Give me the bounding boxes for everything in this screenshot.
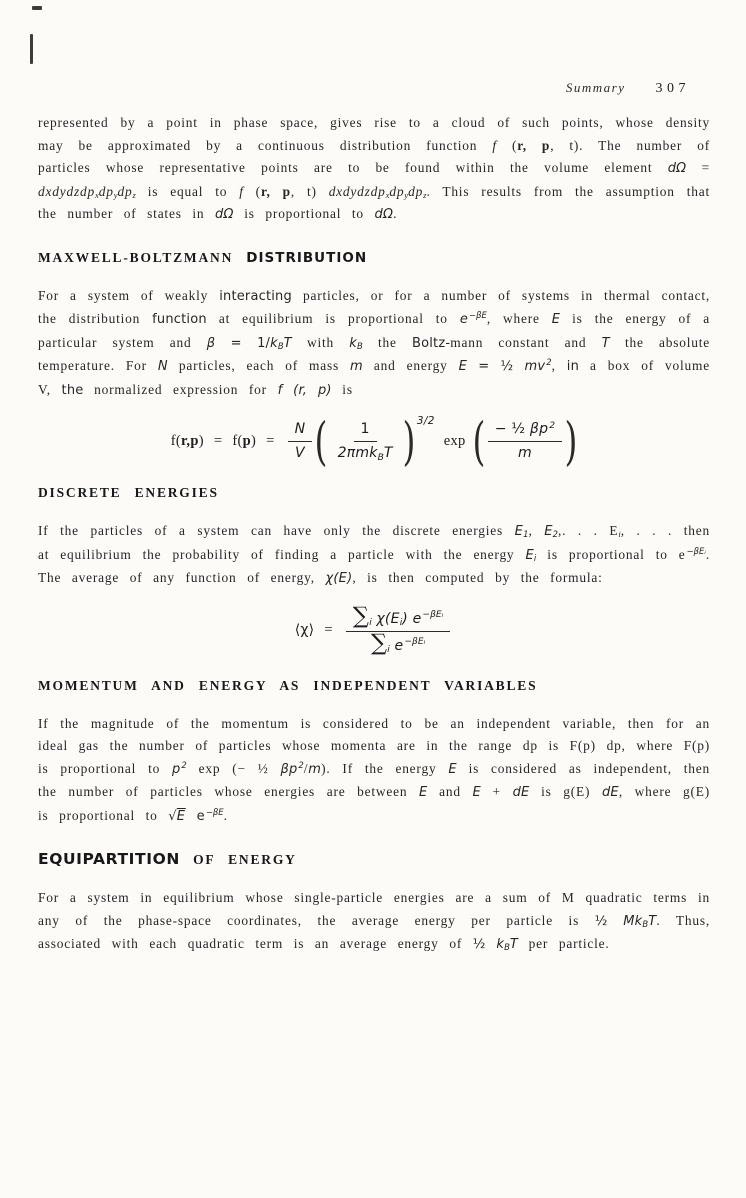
page-number: 307 [655, 81, 690, 96]
paren-power-group: ) 3/2 [402, 410, 435, 472]
equation-f-p: f(p) [232, 432, 257, 449]
fraction-numerator: N [288, 420, 313, 442]
fraction-denominator: 2πmk$_B$T [337, 445, 393, 463]
page-header [566, 80, 690, 97]
section-heading-maxwell-boltzmann-distribution: MAXWELL-BOLTZMANN DISTRIBUTION [38, 249, 368, 266]
exp-operator: exp [443, 432, 466, 449]
intro-paragraph: represented by a point in phase space, gives rise to a cloud of such points, whose density may be approximated by a continuous distribution function f (r, p, t). The number of particles whose representative points are to be found within the volume element $d\Omega = dxdydzdp_xdp_ydp_z$ is equal to f (r, p, t) $dxdydzdp_xdp_ydp_z$. This results from the assumption that the number of states in dΩ is proportional to dΩ. [38, 115, 711, 222]
fraction-numerator: $\sum_i$ $\chi(E_i)$ $e^{-\beta Eᵢ}$ [346, 607, 450, 632]
fraction-sum-ratio [346, 602, 450, 656]
average-chi-equation [38, 602, 710, 656]
scan-artifact [32, 6, 42, 10]
equals-sign: = [213, 432, 223, 449]
equation-lhs-f-rp: f(r,p) [170, 432, 204, 449]
fraction-numerator: − ½ $\beta p^2$ [488, 420, 562, 442]
equipartition-paragraph: For a system in equilibrium whose single-particle energies are a sum of M quadratic terms in any of the phase-space coordinates, the average energy per particle is ½ $Mk_BT$. Thus, associated with each quadratic term is an average energy of ½ $k_BT$ per particle. [38, 890, 710, 953]
maxwell-boltzmann-paragraph: For a system of weakly interacting particles, or for a number of systems in thermal contact, the distribution function at equilibrium is proportional to $e^{-\beta E}$, where E is the energy of a particular system and $\beta = 1/k_BT$ with $k_B$ the Boltz-mann constant and T the absolute temperature. For N particles, each of mass m and energy E = ½ $mv^2$, in a box of volume V, the normalized expression for f (r, p) is [38, 287, 710, 398]
running-title: Summary [565, 80, 626, 95]
section-heading-discrete-energies: DISCRETE ENERGIES [38, 485, 219, 500]
momentum-energy-paragraph: If the magnitude of the momentum is considered to be an independent variable, then for an ideal gas the number of particles whose momenta are in the range dp is F(p) dp, where F(p) is proportional to $p^2$ exp (− ½ $\beta p^2/m$). If the energy E is considered as independent, then the number of particles whose energies are between E and E + dE is g(E) dE, where g(E) is proportional to √E $e^{-\beta E}$. [38, 715, 710, 824]
equals-sign: = [266, 432, 275, 449]
exponent-three-halves: 3/2 [416, 415, 435, 427]
equation-lhs-chi-average: ⟨χ⟩ [294, 622, 315, 638]
maxwell-distribution-equation: f(r,p) = f(p) = $\frac{N}{V}$ ( $\frac{1}{2\pi mk_BT}$ ) 3/2 exp ( $\frac{- \frac{1}{2} \beta p^2}{m}$ ) [170, 410, 578, 472]
equals-sign: = [324, 622, 333, 638]
fraction-n-over-v [288, 420, 313, 462]
page-content [38, 112, 710, 957]
fraction-exponent-argument [488, 420, 562, 462]
section-heading-momentum-energy-variables: MOMENTUM AND ENERGY AS INDEPENDENT VARIABLES [38, 677, 538, 693]
fraction-one-over-2pimkbt [331, 420, 400, 462]
scan-artifact [30, 34, 33, 64]
fraction-denominator: V [295, 445, 305, 461]
fraction-numerator: 1 [354, 420, 377, 442]
discrete-energies-paragraph: If the particles of a system can have only the discrete energies $E_1$, $E_2$,. . . $E_i$, . . . then at equilibrium the probability of finding a particle with the energy $E_i$ is proportional to $e^{-\beta Eᵢ}$. The average of any function of energy, χ(E), is then computed by the formula: [38, 523, 711, 586]
fraction-denominator: m [517, 445, 532, 461]
fraction-denominator: $\sum_i$ $e^{-\beta Eᵢ}$ [370, 629, 426, 656]
section-heading-equipartition-of-energy: EQUIPARTITION OF ENERGY [38, 850, 297, 868]
